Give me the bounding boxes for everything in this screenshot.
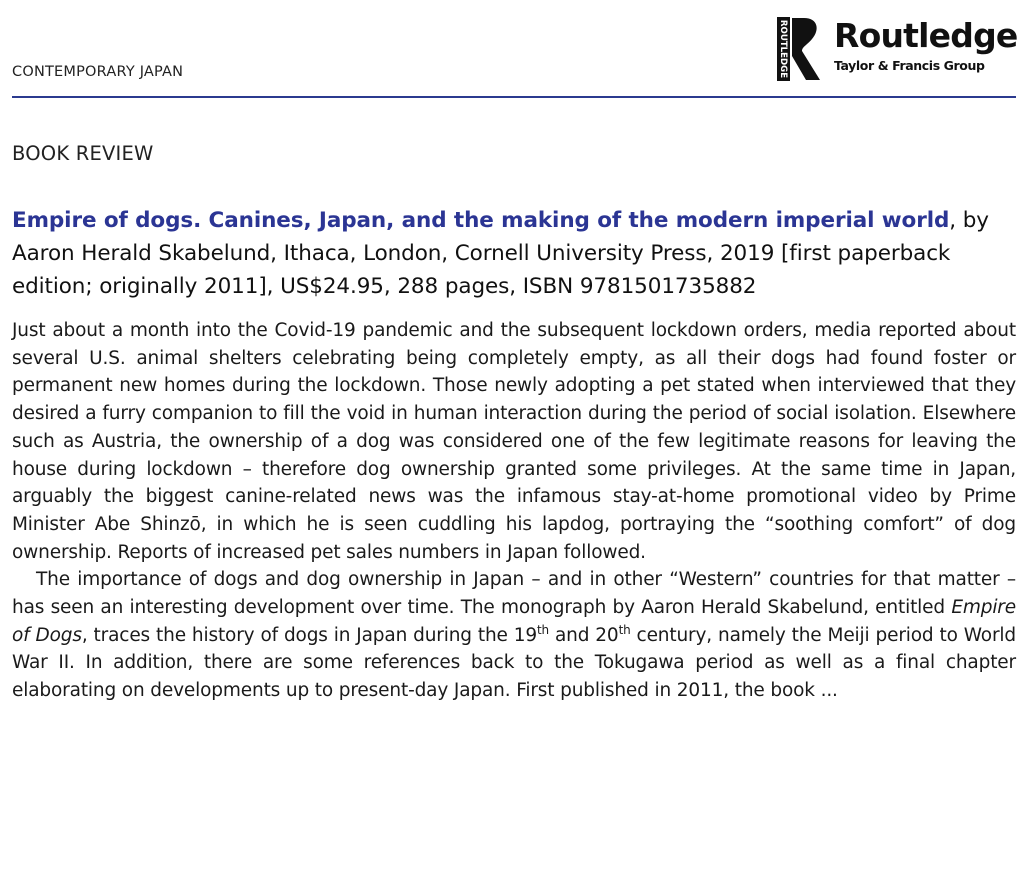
text-run: and 20 [549, 624, 619, 646]
book-title-italic: Empire of Dogs [12, 597, 1016, 646]
header-rule [12, 96, 1016, 98]
review-body [12, 317, 1016, 705]
publisher-group: Taylor & Francis Group [834, 58, 985, 73]
ordinal-suffix: th [618, 622, 631, 637]
paragraph [12, 566, 1016, 705]
text-run: century, namely the Meiji period to World War II. In addition, there are some references back to the Tokugawa period as well as a final chapter elaborating on developments up to present-day Japan. First published in 2011, the [12, 624, 1017, 702]
citation-details: , by Aaron Herald Skabelund, Ithaca, London, Cornell University Press, 2019 [first paperback edition; originally 2011], US$24.95, 288 pages, ISBN 9781501735882 [12, 208, 989, 299]
routledge-logo [776, 12, 1016, 84]
logo-vertical-text: ROUTLEDGE [778, 19, 788, 79]
routledge-r-icon [776, 16, 820, 82]
journal-name: CONTEMPORARY JAPAN [12, 64, 184, 80]
text-run: book ... [764, 680, 838, 702]
ordinal-suffix: th [537, 622, 550, 637]
book-title: Empire of dogs. Canines, Japan, and the making of the modern imperial world [12, 208, 950, 233]
paragraph: Just about a month into the Covid-19 pandemic and the subsequent lockdown orders, media reported about several U.S. animal shelters celebrating being completely empty, as all their dogs had found foster or permanent new homes during the lockdown. Those newly adopting a pet stated when interviewed that they desired a furry companion to fill the void in human interaction during the period of social isolation. Elsewhere such as Austria, the ownership of a dog was considered one of the few legitimate reasons for leaving the house during lockdown – therefore dog ownership granted some privileges. At the same time in Japan, arguably the biggest canine-related news was the infamous stay-at-home promotional video by Prime Minister Abe Shinzō, in which he is seen cuddling his lapdog, portraying the “soothing comfort” of dog ownership. Reports of increased pet sales numbers in Japan followed. [12, 320, 1016, 563]
text-run: , traces the history of dogs in Japan during the 19 [81, 624, 537, 646]
book-citation [12, 204, 1016, 303]
text-run: The importance of dogs and dog ownership in Japan – and in other “Western” countries for that matter – has seen an interesting development over time. The monograph by Aaron Herald Skabelund, entitled [12, 569, 1016, 619]
publisher-name: Routledge [834, 16, 1018, 55]
section-label: BOOK REVIEW [12, 142, 154, 165]
